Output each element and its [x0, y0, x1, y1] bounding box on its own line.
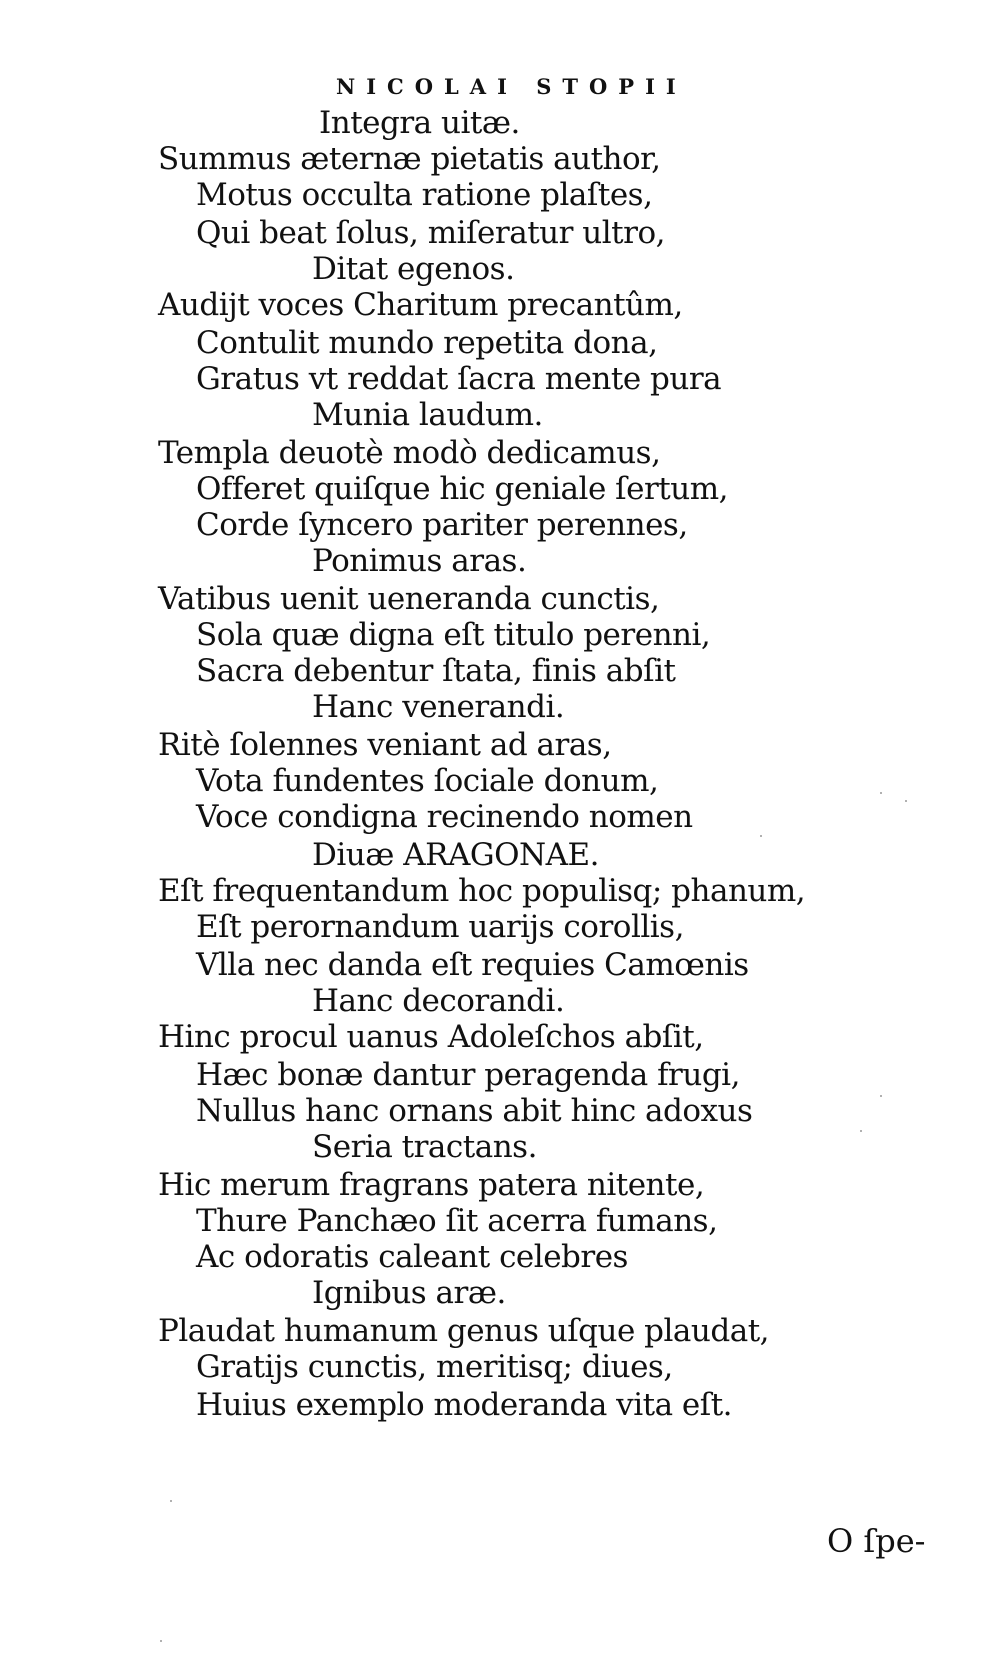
- poem-title-line: Integra uitæ.: [319, 105, 520, 141]
- adonic-line: Ponimus aras.: [312, 543, 527, 579]
- verse-line: Ritè ſolennes veniant ad aras,: [158, 727, 612, 763]
- print-speck: [905, 800, 907, 802]
- verse-line: Corde ſyncero pariter perennes,: [196, 507, 688, 543]
- adonic-line: Diuæ ARAGONAE.: [312, 837, 600, 873]
- verse-line: Audijt voces Charitum precantûm,: [158, 287, 683, 323]
- adonic-line: Hanc decorandi.: [312, 983, 565, 1019]
- adonic-line: Ditat egenos.: [312, 251, 515, 287]
- verse-line: Gratus vt reddat ſacra mente pura: [196, 361, 722, 397]
- adonic-line: Seria tractans.: [312, 1129, 537, 1165]
- verse-line: Gratijs cunctis, meritisq; diues,: [196, 1349, 673, 1385]
- print-speck: [760, 835, 762, 837]
- adonic-line: Munia laudum.: [312, 397, 543, 433]
- verse-line: Contulit mundo repetita dona,: [196, 325, 658, 361]
- verse-line: Offeret quiſque hic geniale ſertum,: [196, 471, 728, 507]
- verse-line: Thure Panchæo ſit acerra fumans,: [196, 1203, 718, 1239]
- adonic-line: Hanc venerandi.: [312, 689, 565, 725]
- print-speck: [880, 792, 882, 794]
- verse-line: Vatibus uenit ueneranda cunctis,: [158, 581, 660, 617]
- verse-line: Hæc bonæ dantur peragenda frugi,: [196, 1057, 740, 1093]
- verse-line: Ac odoratis caleant celebres: [196, 1239, 628, 1275]
- verse-line: Voce condigna recinendo nomen: [196, 799, 693, 835]
- verse-line: Nullus hanc ornans abit hinc adoxus: [196, 1093, 753, 1129]
- verse-line: Summus æternæ pietatis author,: [158, 141, 661, 177]
- verse-line: Qui beat ſolus, miſeratur ultro,: [196, 215, 665, 251]
- verse-line: Sacra debentur ſtata, finis abſit: [196, 653, 676, 689]
- print-speck: [880, 1095, 882, 1097]
- print-speck: [170, 1500, 172, 1502]
- verse-line: Vlla nec danda eſt requies Camœnis: [196, 947, 749, 983]
- adonic-line: Ignibus aræ.: [312, 1275, 506, 1311]
- verse-line: Hinc procul uanus Adoleſchos abſit,: [158, 1019, 704, 1055]
- verse-line: Sola quæ digna eſt titulo perenni,: [196, 617, 711, 653]
- running-head: NICOLAI STOPII: [336, 74, 687, 99]
- verse-line: Eſt perornandum uarijs corollis,: [196, 909, 684, 945]
- verse-line: Motus occulta ratione plaſtes,: [196, 177, 653, 213]
- print-speck: [860, 1130, 862, 1132]
- verse-line: Huius exemplo moderanda vita eſt.: [196, 1387, 733, 1423]
- verse-line: Hic merum fragrans patera nitente,: [158, 1167, 705, 1203]
- verse-line: Plaudat humanum genus uſque plaudat,: [158, 1313, 770, 1349]
- print-speck: [160, 1640, 162, 1642]
- verse-line: Vota fundentes ſociale donum,: [196, 763, 659, 799]
- verse-line: Eſt frequentandum hoc populisq; phanum,: [158, 873, 806, 909]
- verse-line: Templa deuotè modò dedicamus,: [158, 435, 661, 471]
- catchword: O ſpe-: [827, 1522, 926, 1560]
